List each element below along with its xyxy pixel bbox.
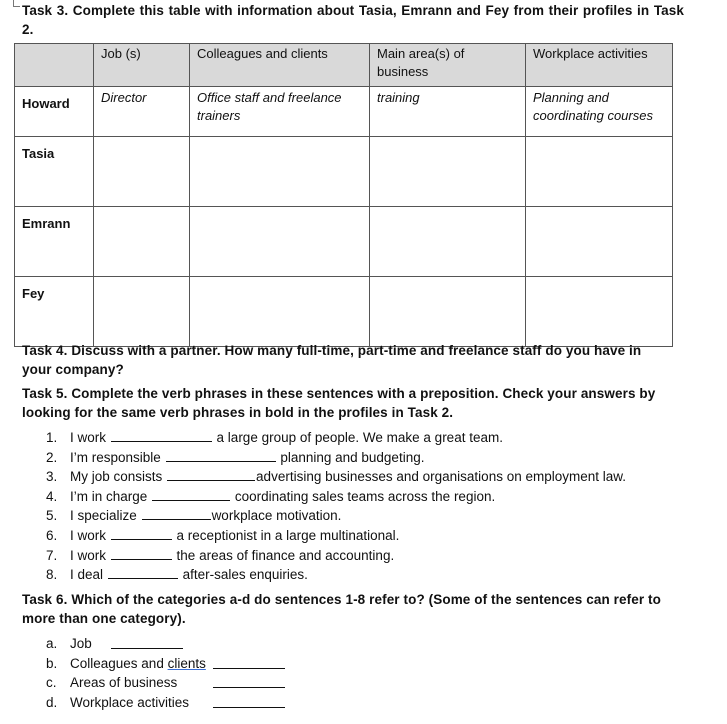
list-item	[46, 448, 626, 468]
list-item	[46, 506, 626, 526]
sentence-end: coordinating sales teams across the region.	[234, 488, 496, 504]
category-label-underlined: clients	[167, 655, 206, 671]
table-corner-cell	[15, 44, 94, 87]
answer-blank[interactable]	[111, 547, 172, 560]
sentence-end: a receptionist in a large multinational.	[176, 527, 400, 543]
list-item	[46, 634, 206, 654]
table-header-row	[15, 44, 673, 87]
sentence-start: I specialize	[70, 508, 137, 524]
table-cell: Director	[94, 87, 190, 137]
answer-blank[interactable]	[213, 656, 285, 669]
table-row	[15, 207, 673, 277]
item-number: 1.	[46, 430, 58, 445]
document-corner-mark	[13, 0, 20, 7]
list-item	[46, 546, 626, 566]
table-cell[interactable]	[190, 277, 370, 347]
list-item	[46, 487, 626, 507]
item-number: 4.	[46, 488, 58, 504]
sentence-list	[46, 428, 626, 585]
item-letter: b.	[46, 655, 58, 671]
column-header-activities: Workplace activities	[526, 44, 673, 87]
table-cell: Planning and coordinating courses	[526, 87, 673, 137]
sentence-start: I work	[70, 547, 107, 563]
table-cell: Office staff and freelance trainers	[190, 87, 370, 137]
answer-blank[interactable]	[166, 449, 276, 462]
sentence-start: I work	[70, 527, 107, 543]
sentence-start: I deal	[70, 567, 104, 583]
list-item	[46, 693, 206, 713]
item-number: 6.	[46, 527, 58, 543]
table-cell[interactable]	[370, 207, 526, 277]
sentence-end: a large group of people. We make a great team.	[216, 430, 503, 445]
list-item	[46, 467, 626, 487]
table-row	[15, 87, 673, 137]
item-number: 5.	[46, 508, 58, 524]
item-number: 8.	[46, 567, 58, 583]
table-cell[interactable]	[94, 277, 190, 347]
sentence-start: My job consists	[70, 469, 163, 485]
list-item	[46, 526, 626, 546]
sentence-end: workplace motivation.	[211, 508, 342, 524]
item-number: 2.	[46, 449, 58, 465]
column-header-job: Job (s)	[94, 44, 190, 87]
table-row	[15, 277, 673, 347]
category-list	[46, 634, 206, 712]
sentence-end: after-sales enquiries.	[182, 567, 308, 583]
item-letter: a.	[46, 636, 58, 651]
item-number: 3.	[46, 469, 58, 485]
sentence-end: the areas of finance and accounting.	[176, 547, 395, 563]
list-item	[46, 428, 626, 448]
answer-blank[interactable]	[142, 507, 211, 520]
column-header-business: Main area(s) of business	[370, 44, 526, 87]
answer-blank[interactable]	[108, 566, 178, 579]
sentence-start: I work	[70, 430, 107, 445]
task6-heading: Task 6. Which of the categories a-d do sentences 1-8 refer to? (Some of the sentences can refer to more than one category).	[22, 592, 661, 626]
sentence-start: I’m in charge	[70, 488, 148, 504]
table-cell: training	[370, 87, 526, 137]
table-cell[interactable]	[526, 137, 673, 207]
task5-heading: Task 5. Complete the verb phrases in these sentences with a preposition. Check your answers by looking for the same verb phrases in bold in the profiles in Task 2.	[22, 386, 656, 420]
sentence-end: advertising businesses and organisations on employment law.	[256, 469, 627, 485]
answer-blank[interactable]	[213, 695, 285, 708]
table-cell[interactable]	[190, 137, 370, 207]
answer-blank[interactable]	[111, 636, 183, 649]
item-number: 7.	[46, 547, 58, 563]
table-cell[interactable]	[190, 207, 370, 277]
answer-blank[interactable]	[167, 468, 255, 481]
task3-heading: Task 3. Complete this table with information about Tasia, Emrann and Fey from their profiles in Task 2.	[22, 3, 684, 37]
category-label: Colleagues and	[70, 655, 164, 671]
profiles-table	[14, 43, 673, 347]
row-label-fey: Fey	[15, 277, 94, 347]
row-label-howard: Howard	[15, 87, 94, 137]
category-label: Areas of business	[70, 675, 178, 691]
table-cell[interactable]	[526, 207, 673, 277]
table-cell[interactable]	[94, 207, 190, 277]
answer-blank[interactable]	[213, 675, 285, 688]
sentence-end: planning and budgeting.	[280, 449, 425, 465]
sentence-start: I’m responsible	[70, 449, 161, 465]
table-row	[15, 137, 673, 207]
row-label-emrann: Emrann	[15, 207, 94, 277]
column-header-colleagues: Colleagues and clients	[190, 44, 370, 87]
category-label: Job	[70, 636, 92, 651]
task4-heading: Task 4. Discuss with a partner. How many full-time, part-time and freelance staff do you have in your company?	[22, 343, 642, 377]
answer-blank[interactable]	[152, 488, 230, 501]
list-item	[46, 673, 206, 693]
list-item	[46, 654, 206, 674]
category-label: Workplace activities	[70, 694, 190, 710]
row-label-tasia: Tasia	[15, 137, 94, 207]
answer-blank[interactable]	[111, 527, 172, 540]
table-cell[interactable]	[526, 277, 673, 347]
answer-blank[interactable]	[111, 429, 212, 442]
item-letter: d.	[46, 694, 58, 710]
list-item	[46, 565, 626, 585]
table-cell[interactable]	[370, 277, 526, 347]
table-cell[interactable]	[370, 137, 526, 207]
table-cell[interactable]	[94, 137, 190, 207]
item-letter: c.	[46, 675, 57, 691]
